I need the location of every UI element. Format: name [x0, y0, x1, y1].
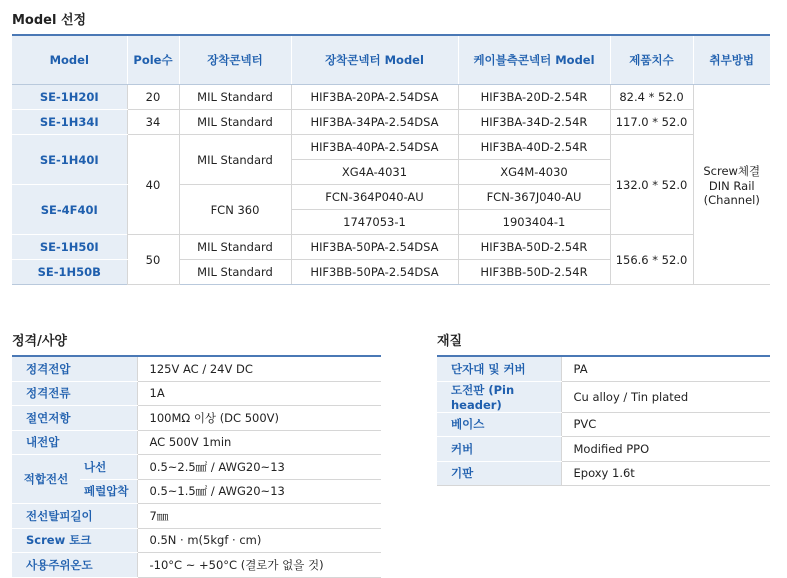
material-row: [437, 437, 770, 462]
dimension-cell: 132.0 * 52.0: [610, 135, 693, 235]
cable-model-cell: HIF3BA-34D-2.54R: [458, 110, 610, 135]
col-header-mounting: 취부방법: [693, 35, 770, 85]
spec-value: 0.5~1.5㎟ / AWG20~13: [137, 479, 381, 504]
mount-model-cell: XG4A-4031: [291, 160, 458, 185]
model-cell: SE-1H50I: [12, 235, 127, 260]
spec-section-title: 정격/사양: [12, 334, 67, 349]
spec-row: [12, 504, 381, 529]
col-header-pole: Pole수: [127, 35, 179, 85]
model-table: [12, 34, 770, 285]
table-row: [12, 135, 770, 160]
dimension-cell: 156.6 * 52.0: [610, 235, 693, 285]
spec-value: 1A: [137, 381, 381, 406]
mounting-line-3: (Channel): [703, 192, 760, 207]
model-cell: SE-1H20I: [12, 85, 127, 110]
mount-model-cell: 1747053-1: [291, 210, 458, 235]
mounting-line-1: Screw체결: [703, 163, 761, 178]
material-table: [437, 355, 770, 486]
spec-row: [12, 430, 381, 455]
material-value: PVC: [561, 412, 770, 437]
connector-cell: MIL Standard: [179, 135, 291, 185]
model-cell: SE-1H40I: [12, 135, 127, 185]
spec-label: 전선탈피길이: [12, 504, 137, 529]
spec-label: 사용주위온도: [12, 553, 137, 578]
cable-model-cell: HIF3BA-50D-2.54R: [458, 235, 610, 260]
mounting-cell: [693, 85, 770, 285]
connector-cell: MIL Standard: [179, 85, 291, 110]
pole-cell: 50: [127, 235, 179, 285]
mount-model-cell: HIF3BB-50PA-2.54DSA: [291, 260, 458, 285]
model-cell: SE-4F40I: [12, 185, 127, 235]
cable-model-cell: HIF3BA-20D-2.54R: [458, 85, 610, 110]
mount-model-cell: HIF3BA-50PA-2.54DSA: [291, 235, 458, 260]
material-row: [437, 461, 770, 486]
material-value: PA: [561, 356, 770, 381]
dimension-cell: 82.4 * 52.0: [610, 85, 693, 110]
cable-model-cell: HIF3BA-40D-2.54R: [458, 135, 610, 160]
col-header-connector: 장착콘넥터: [179, 35, 291, 85]
connector-cell: MIL Standard: [179, 260, 291, 285]
material-label: 도전판 (Pin header): [437, 381, 561, 412]
mounting-line-2: DIN Rail: [708, 178, 755, 193]
material-label: 단자대 및 커버: [437, 356, 561, 381]
material-value: Epoxy 1.6t: [561, 461, 770, 486]
spec-value: -10°C ~ +50°C (결로가 없을 것): [137, 553, 381, 578]
spec-value: 0.5~2.5㎟ / AWG20~13: [137, 455, 381, 480]
connector-cell: MIL Standard: [179, 110, 291, 135]
spec-label: 내전압: [12, 430, 137, 455]
spec-label: 정격전류: [12, 381, 137, 406]
connector-cell: FCN 360: [179, 185, 291, 235]
model-cell: SE-1H50B: [12, 260, 127, 285]
pole-cell: 40: [127, 135, 179, 235]
material-row: [437, 356, 770, 381]
material-value: Modified PPO: [561, 437, 770, 462]
spec-label: Screw 토크: [12, 528, 137, 553]
dimension-cell: 117.0 * 52.0: [610, 110, 693, 135]
spec-row: [12, 455, 381, 480]
spec-table: [12, 355, 381, 578]
pole-cell: 34: [127, 110, 179, 135]
material-label: 베이스: [437, 412, 561, 437]
spec-sublabel: 나선: [80, 455, 137, 480]
spec-value: 0.5N · m(5kgf · cm): [137, 528, 381, 553]
model-table-header: [12, 35, 770, 85]
spec-value: 125V AC / 24V DC: [137, 356, 381, 381]
table-row: [12, 85, 770, 110]
spec-row: [12, 381, 381, 406]
spec-value: AC 500V 1min: [137, 430, 381, 455]
cable-model-cell: XG4M-4030: [458, 160, 610, 185]
spec-sublabel: 페럴압착: [80, 479, 137, 504]
cable-model-cell: 1903404-1: [458, 210, 610, 235]
connector-cell: MIL Standard: [179, 235, 291, 260]
mount-model-cell: FCN-364P040-AU: [291, 185, 458, 210]
material-label: 커버: [437, 437, 561, 462]
table-row: [12, 235, 770, 260]
material-row: [437, 412, 770, 437]
material-section-title: 재질: [437, 334, 463, 349]
pole-cell: 20: [127, 85, 179, 110]
spec-label-wire: 적합전선: [12, 455, 80, 504]
spec-row: [12, 356, 381, 381]
cable-model-cell: FCN-367J040-AU: [458, 185, 610, 210]
model-section-title: Model 선정: [12, 13, 87, 28]
spec-row: [12, 528, 381, 553]
spec-label: 정격전압: [12, 356, 137, 381]
model-cell: SE-1H34I: [12, 110, 127, 135]
mount-model-cell: HIF3BA-20PA-2.54DSA: [291, 85, 458, 110]
material-row: [437, 381, 770, 412]
material-value: Cu alloy / Tin plated: [561, 381, 770, 412]
col-header-model: Model: [12, 35, 127, 85]
spec-row: [12, 406, 381, 431]
material-label: 기판: [437, 461, 561, 486]
col-header-cable-model: 케이블측콘넥터 Model: [458, 35, 610, 85]
spec-value: 100MΩ 이상 (DC 500V): [137, 406, 381, 431]
cable-model-cell: HIF3BB-50D-2.54R: [458, 260, 610, 285]
mount-model-cell: HIF3BA-34PA-2.54DSA: [291, 110, 458, 135]
col-header-mount-model: 장착콘넥터 Model: [291, 35, 458, 85]
col-header-dimension: 제품치수: [610, 35, 693, 85]
mount-model-cell: HIF3BA-40PA-2.54DSA: [291, 135, 458, 160]
spec-label: 절연저항: [12, 406, 137, 431]
spec-row: [12, 553, 381, 578]
spec-value: 7㎜: [137, 504, 381, 529]
table-row: [12, 110, 770, 135]
